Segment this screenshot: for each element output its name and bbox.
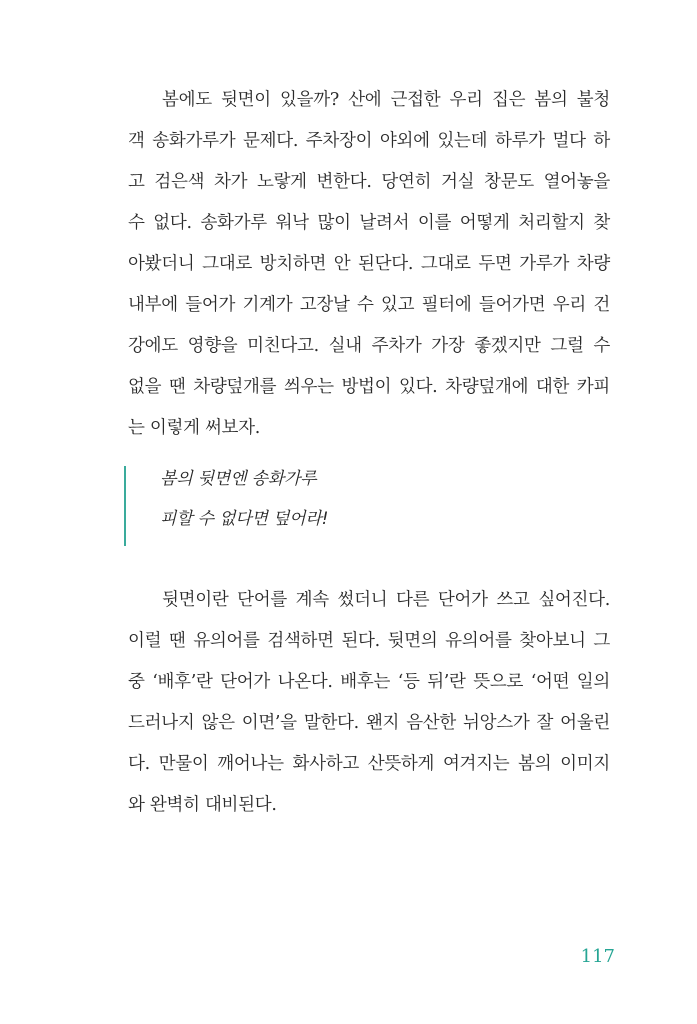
paragraph-line: 와 완벽히 대비된다. [128,795,277,815]
paragraph-line: 이럴 땐 유의어를 검색하면 된다. 뒷면의 유의어를 찾아보니 그 [128,631,610,651]
paragraph-line: 내부에 들어가 기계가 고장날 수 있고 필터에 들어가면 우리 건 [128,295,610,315]
quote-line-2: 피할 수 없다면 덮어라! [160,509,329,529]
paragraph-line: 객 송화가루가 문제다. 주차장이 야외에 있는데 하루가 멀다 하 [128,131,610,151]
body-paragraph-1 [128,80,610,449]
paragraph-line: 다. 만물이 깨어나는 화사하고 산뜻하게 여겨지는 봄의 이미지 [128,754,610,774]
page-number: 117 [580,946,615,967]
body-paragraph-2 [128,580,610,826]
quote-line-1: 봄의 뒷면엔 송화가루 [160,469,317,489]
paragraph-line: 강에도 영향을 미친다고. 실내 주차가 가장 좋겠지만 그럴 수 [128,336,610,356]
paragraph-line: 없을 땐 차량덮개를 씌우는 방법이 있다. 차량덮개에 대한 카피 [128,377,610,397]
paragraph-line: 뒷면이란 단어를 계속 썼더니 다른 단어가 쓰고 싶어진다. [162,590,610,610]
paragraph-line: 봄에도 뒷면이 있을까? 산에 근접한 우리 집은 봄의 불청 [162,90,610,110]
paragraph-line: 드러나지 않은 이면’을 말한다. 왠지 음산한 뉘앙스가 잘 어울린 [128,713,610,733]
paragraph-line: 수 없다. 송화가루 워낙 많이 날려서 이를 어떻게 처리할지 찾 [128,213,610,233]
paragraph-line: 는 이렇게 써보자. [128,418,261,438]
paragraph-line: 아봤더니 그대로 방치하면 안 된단다. 그대로 두면 가루가 차량 [128,254,610,274]
paragraph-line: 고 검은색 차가 노랗게 변한다. 당연히 거실 창문도 열어놓을 [128,172,610,192]
paragraph-line: 중 ‘배후’란 단어가 나온다. 배후는 ‘등 뒤’란 뜻으로 ‘어떤 일의 [128,672,610,692]
copy-quote-block [124,466,600,546]
